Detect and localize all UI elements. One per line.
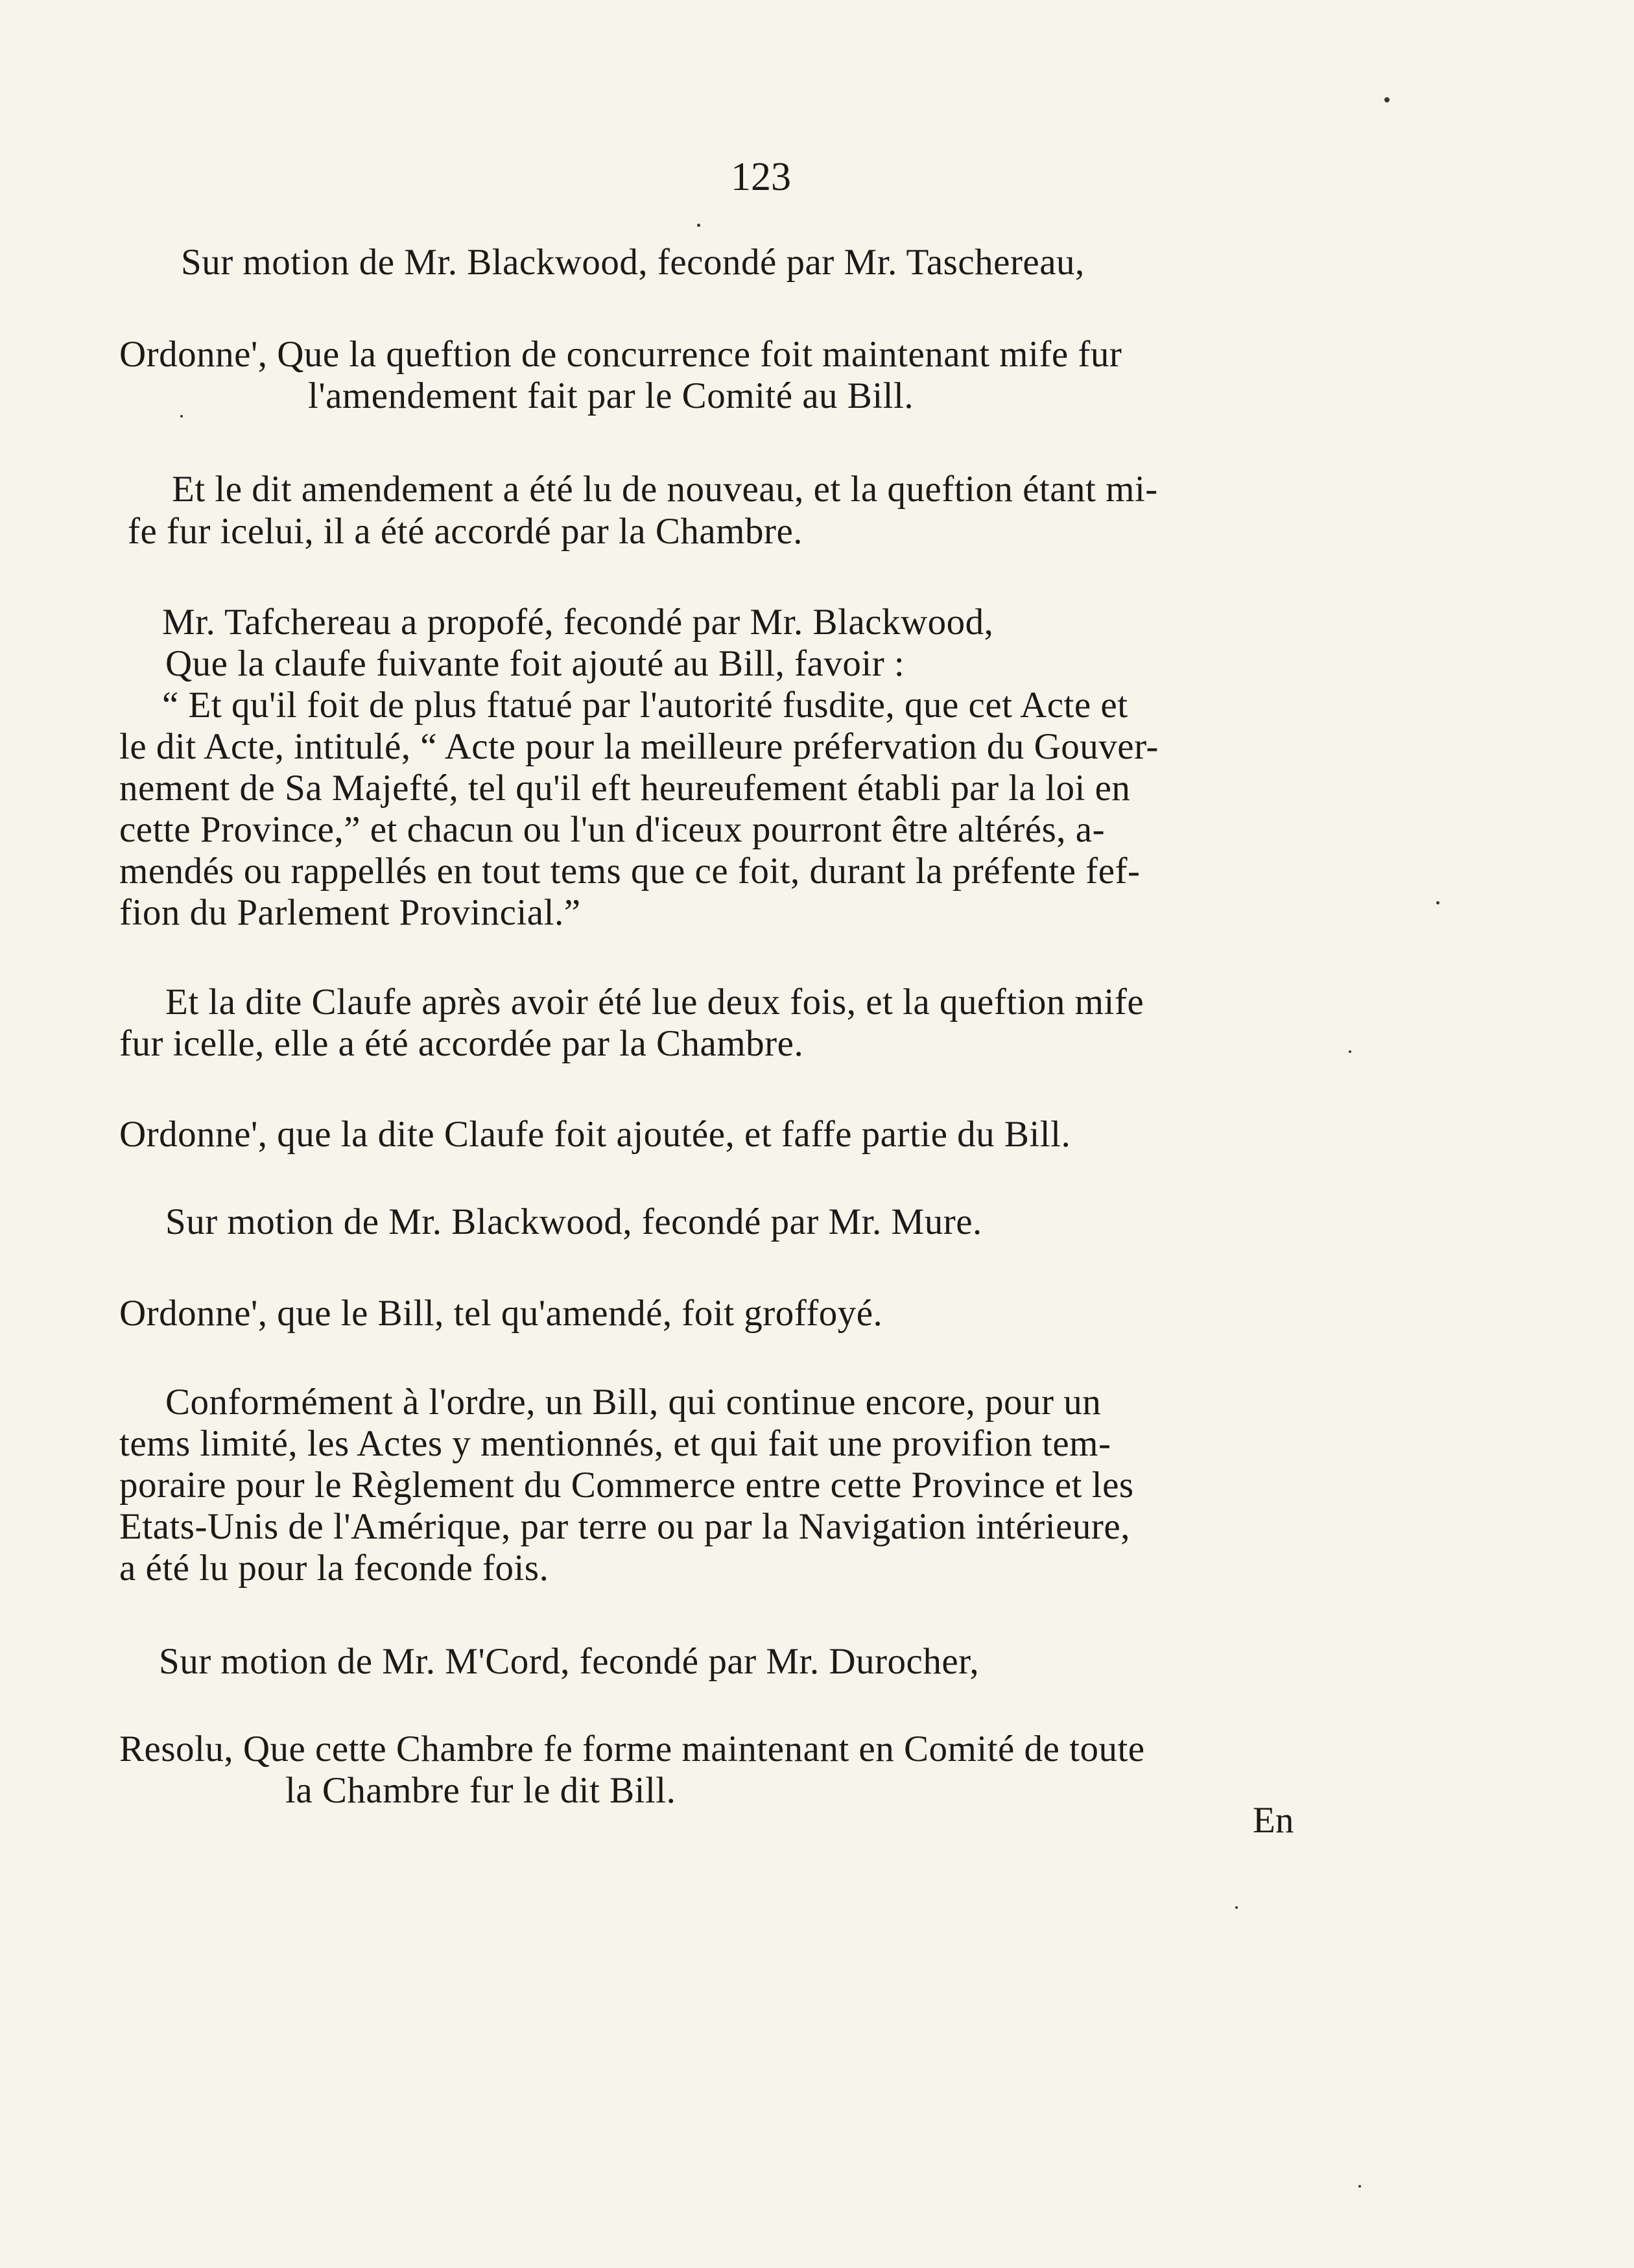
paper-speck [697,224,700,227]
text-line: Et la dite Claufe après avoir été lue deux fois, et la queftion mife [165,982,1144,1022]
text-line: le dit Acte, intitulé, “ Acte pour la meilleure préfervation du Gouver- [119,726,1159,767]
text-line: Conformément à l'ordre, un Bill, qui continue encore, pour un [165,1382,1102,1423]
text-line: Mr. Tafchereau a propofé, fecondé par Mr. Blackwood, [162,602,994,643]
text-line: nement de Sa Majefté, tel qu'il eft heureufement établi par la loi en [119,768,1131,809]
paper-speck [1436,901,1439,904]
text-line: mendés ou rappellés en tout tems que ce foit, durant la préfente fef- [119,851,1141,892]
text-line: Sur motion de Mr. M'Cord, fecondé par Mr. Durocher, [159,1641,980,1682]
text-line: Que la claufe fuivante foit ajouté au Bill, favoir : [165,643,905,684]
text-line: la Chambre fur le dit Bill. [285,1770,676,1811]
text-line: Et le dit amendement a été lu de nouveau, et la queftion étant mi- [172,469,1158,510]
text-line: l'amendement fait par le Comité au Bill. [308,375,914,416]
text-line: cette Province,” et chacun ou l'un d'iceux pourront être altérés, a- [119,809,1106,850]
catchword: En [1253,1800,1294,1841]
text-line: Ordonne', Que la queftion de concurrence foit maintenant mife fur [119,334,1122,375]
paper-speck [180,415,183,418]
paper-speck [1384,97,1390,102]
text-line: tems limité, les Actes y mentionnés, et qui fait une provifion tem- [119,1423,1111,1464]
text-line: Ordonne', que la dite Claufe foit ajoutée, et faffe partie du Bill. [119,1114,1071,1155]
text-line: fur icelle, elle a été accordée par la Chambre. [119,1023,804,1064]
text-line: Sur motion de Mr. Blackwood, fecondé par Mr. Taschereau, [181,242,1085,283]
paper-speck [1358,2185,1361,2188]
text-line: fion du Parlement Provincial.” [119,892,581,933]
text-line: Etats-Unis de l'Amérique, par terre ou par la Navigation intérieure, [119,1506,1130,1547]
text-line: “ Et qu'il foit de plus ftatué par l'autorité fusdite, que cet Acte et [162,685,1128,726]
text-line: Resolu, Que cette Chambre fe forme maintenant en Comité de toute [119,1729,1145,1769]
text-line: Ordonne', que le Bill, tel qu'amendé, foit groffoyé. [119,1293,883,1334]
paper-speck [1349,1050,1351,1053]
paper-speck [1235,1906,1238,1909]
page-number: 123 [731,155,791,199]
text-line: poraire pour le Règlement du Commerce entre cette Province et les [119,1465,1134,1506]
text-line: fe fur icelui, il a été accordé par la Chambre. [128,511,803,552]
text-line: Sur motion de Mr. Blackwood, fecondé par Mr. Mure. [165,1201,982,1242]
text-line: a été lu pour la feconde fois. [119,1548,549,1589]
